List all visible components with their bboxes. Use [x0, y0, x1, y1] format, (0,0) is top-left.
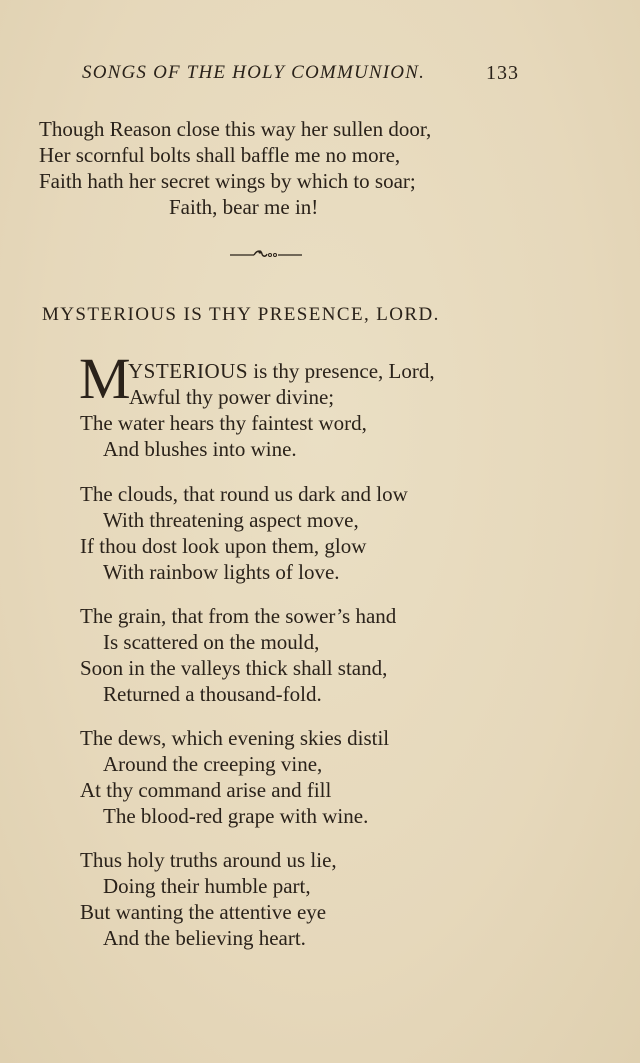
stanza-line: The dews, which evening skies distil	[80, 726, 390, 750]
stanza-line: Is scattered on the mould,	[103, 630, 320, 654]
stanza-line: And the believing heart.	[103, 926, 306, 950]
previous-hymn-line: Though Reason close this way her sullen door,	[39, 117, 432, 141]
stanza-line: With threatening aspect move,	[103, 508, 359, 532]
previous-hymn-line: Her scornful bolts shall baffle me no more,	[39, 143, 401, 167]
stanza-line: Returned a thousand-fold.	[103, 682, 322, 706]
previous-hymn-line: Faith hath her secret wings by which to soar;	[39, 169, 416, 193]
page-number: 133	[486, 62, 519, 84]
drop-cap: M	[79, 346, 131, 411]
stanza-line: With rainbow lights of love.	[103, 560, 340, 584]
hymn-title: MYSTERIOUS IS THY PRESENCE, LORD.	[42, 304, 440, 325]
first-word-rest: YSTERIOUS	[128, 359, 249, 383]
stanza-line: At thy command arise and fill	[80, 778, 332, 802]
stanza-line: Awful thy power divine;	[129, 385, 335, 409]
stanza-line: The grain, that from the sower’s hand	[80, 604, 397, 628]
stanza-line: Thus holy truths around us lie,	[80, 848, 337, 872]
stanza-line: Soon in the valleys thick shall stand,	[80, 656, 388, 680]
running-title: SONGS OF THE HOLY COMMUNION.	[82, 62, 426, 83]
stanza-line: The water hears thy faintest word,	[80, 411, 367, 435]
stanza-line: Doing their humble part,	[103, 874, 311, 898]
fleuron-divider-icon	[230, 246, 302, 262]
stanza-line: But wanting the attentive eye	[80, 900, 327, 924]
stanza-line: The blood-red grape with wine.	[103, 804, 369, 828]
stanza-line: If thou dost look upon them, glow	[80, 534, 367, 558]
stanza-line: Around the creeping vine,	[103, 752, 323, 776]
stanza-line: And blushes into wine.	[103, 437, 297, 461]
stanza-line: The clouds, that round us dark and low	[80, 482, 408, 506]
previous-hymn-line: Faith, bear me in!	[169, 195, 319, 219]
first-line	[128, 358, 435, 384]
first-line-rest: is thy presence, Lord,	[248, 359, 435, 383]
